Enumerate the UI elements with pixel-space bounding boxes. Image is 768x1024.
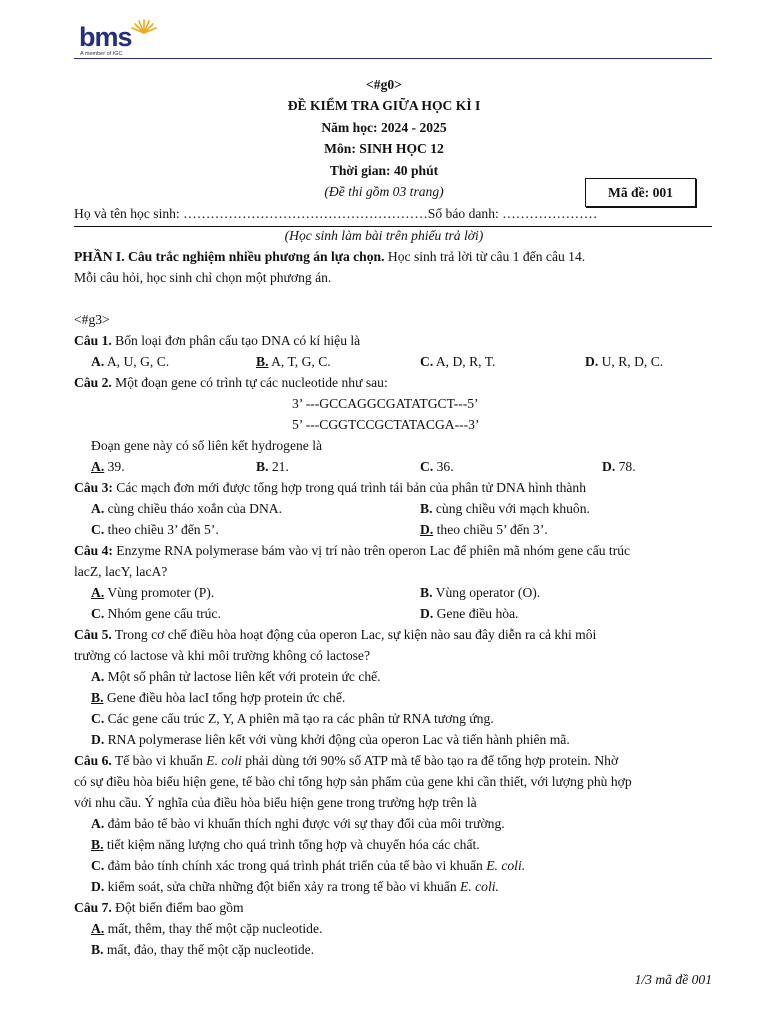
question-4 (74, 542, 630, 560)
q4-option-a (91, 584, 214, 602)
school-year: Năm học: 2024 - 2025 (321, 120, 447, 135)
subject: Môn: SINH HỌC 12 (324, 141, 444, 156)
option-text: 36. (433, 459, 454, 474)
q2-text-2: Đoạn gene này có số liên kết hydrogene là (91, 438, 323, 453)
option-text: Các gene cấu trúc Z, Y, A phiên mã tạo ra các phân tử RNA tương ứng. (104, 711, 494, 726)
question-7 (74, 899, 244, 917)
q7-option-b (91, 941, 314, 959)
option-letter: B. (420, 585, 433, 600)
q5-text-2: trường có lactose và khi môi trường không có lactose? (74, 648, 371, 663)
option-letter: D. (585, 354, 599, 369)
species-name: E. coli. (460, 879, 499, 894)
option-letter: C. (420, 354, 434, 369)
option-letter: A. (91, 585, 105, 600)
option-letter: C. (420, 459, 434, 474)
exam-code-box: Mã đề: 001 (585, 178, 696, 207)
question-3 (74, 479, 586, 497)
question-text: Đột biến điểm bao gồm (111, 900, 244, 915)
option-letter: D. (420, 606, 434, 621)
question-text: Enzyme RNA polymerase bám vào vị trí nào trên operon Lac để phiên mã nhóm gene cấu trúc (112, 543, 631, 558)
option-text: đảm bảo tế bào vi khuẩn thích nghi được với sự thay đổi của môi trường. (104, 816, 505, 831)
option-text: Một số phân tử lactose liên kết với protein ức chế. (104, 669, 381, 684)
q5-option-b (91, 689, 345, 707)
question-text: Tế bào vi khuẩn (111, 753, 207, 768)
option-text: Gene điều hòa lacI tổng hợp protein ức chế. (103, 690, 346, 705)
option-text: RNA polymerase liên kết với vùng khởi động của operon Lac và tiến hành phiên mã. (104, 732, 570, 747)
q2-sequence-1: 3’ ---GCCAGGCGATATGCT---5’ (292, 396, 479, 411)
option-text: cùng chiều với mạch khuôn. (432, 501, 590, 516)
question-label: Câu 4: (74, 543, 113, 558)
option-letter: A. (91, 669, 105, 684)
q4-text-2: lacZ, lacY, lacA? (74, 564, 168, 579)
q1-option-c (420, 353, 495, 371)
option-text: A, D, R, T. (433, 354, 496, 369)
part1-heading (74, 248, 585, 266)
q5-option-d (91, 731, 570, 749)
q7-option-a (91, 920, 322, 938)
question-label: Câu 7. (74, 900, 112, 915)
question-text: Một đoạn gene có trình tự các nucleotide như sau: (111, 375, 388, 390)
option-text: Gene điều hòa. (433, 606, 519, 621)
q5-option-c (91, 710, 494, 728)
option-text: đảm bảo tính chính xác trong quá trình phát triển của tế bào vi khuẩn (104, 858, 487, 873)
part1-title: PHẦN I. Câu trắc nghiệm nhiều phương án lựa chọn. (74, 249, 385, 264)
page-count-note: (Đề thi gồm 03 trang) (324, 184, 444, 199)
option-text: tiết kiệm năng lượng cho quá trình tổng hợp và chuyển hóa các chất. (103, 837, 480, 852)
species-name: E. coli. (486, 858, 526, 873)
option-letter: B. (91, 942, 104, 957)
option-letter: B. (91, 690, 104, 705)
exam-duration: Thời gian: 40 phút (329, 163, 439, 178)
option-letter: A. (91, 459, 105, 474)
q2-option-a (91, 458, 125, 476)
q4-option-b (420, 584, 540, 602)
sunburst-icon (131, 18, 157, 34)
question-2 (74, 374, 388, 392)
option-text: U, R, D, C. (598, 354, 664, 369)
question-text: Trong cơ chế điều hòa hoạt động của operon Lac, sự kiện nào sau đây diễn ra cả khi môi (111, 627, 597, 642)
option-text: 39. (104, 459, 125, 474)
option-letter: B. (256, 459, 269, 474)
q3-option-a (91, 500, 282, 518)
answer-sheet-instruction: (Học sinh làm bài trên phiếu trả lời) (284, 228, 484, 243)
q1-option-b (256, 353, 331, 371)
header-divider (74, 58, 712, 59)
option-text: A, U, G, C. (104, 354, 170, 369)
q6-option-c (91, 857, 525, 875)
question-text-cont: phải dùng tới 90% số ATP mà tế bào tạo ra để tổng hợp protein. Nhờ (241, 753, 619, 768)
part1-text: Học sinh trả lời từ câu 1 đến câu 14. (384, 249, 586, 264)
q6-text-2: có sự điều hòa biểu hiện gene, tế bào chỉ tổng hợp sản phẩm của gene khi cần thiết, với lượng phù hợp (74, 774, 632, 789)
option-letter: D. (420, 522, 434, 537)
question-label: Câu 3: (74, 480, 113, 495)
option-letter: D. (91, 879, 105, 894)
q5-option-a (91, 668, 381, 686)
q3-option-c (91, 521, 219, 539)
option-text: Vùng promoter (P). (104, 585, 215, 600)
group-tag-g0: <#g0> (366, 77, 402, 92)
option-letter: C. (91, 522, 105, 537)
option-letter: A. (91, 501, 105, 516)
exam-title: ĐỀ KIỂM TRA GIỮA HỌC KÌ I (287, 98, 481, 113)
q4-option-c (91, 605, 221, 623)
q6-option-a (91, 815, 505, 833)
option-letter: D. (602, 459, 616, 474)
question-text: Các mạch đơn mới được tổng hợp trong quá trình tái bản của phân tử DNA hình thành (112, 480, 587, 495)
question-text: Bốn loại đơn phân cấu tạo DNA có kí hiệu là (111, 333, 361, 348)
option-text: theo chiều 3’ đến 5’. (104, 522, 219, 537)
option-letter: B. (420, 501, 433, 516)
question-6 (74, 752, 618, 770)
q6-option-d (91, 878, 499, 896)
q3-option-d (420, 521, 548, 539)
option-text: Nhóm gene cấu trúc. (104, 606, 221, 621)
bms-logo (79, 18, 169, 62)
logo-subtitle: A member of IGC (80, 51, 123, 57)
option-text: A, T, G, C. (268, 354, 331, 369)
option-letter: A. (91, 921, 105, 936)
q6-text-3: với nhu cầu. Ý nghĩa của điều hòa biểu hiện gene trong trường hợp trên là (74, 795, 477, 810)
page-footer: 1/3 mã đề 001 (634, 972, 712, 987)
option-text: 78. (615, 459, 636, 474)
question-5 (74, 626, 596, 644)
question-label: Câu 1. (74, 333, 112, 348)
option-text: mất, đảo, thay thế một cặp nucleotide. (103, 942, 315, 957)
q2-option-d (602, 458, 636, 476)
option-text: cùng chiều tháo xoắn của DNA. (104, 501, 283, 516)
student-info-line: Họ và tên học sinh: ………………………………………………Số báo danh: ………………… (74, 206, 598, 221)
option-letter: B. (256, 354, 269, 369)
option-text: theo chiều 5’ đến 3’. (433, 522, 548, 537)
q2-sequence-2: 5’ ---CGGTCCGCTATACGA---3’ (292, 417, 480, 432)
option-letter: B. (91, 837, 104, 852)
species-name: E. coli (206, 753, 242, 768)
option-letter: C. (91, 858, 105, 873)
question-label: Câu 5. (74, 627, 112, 642)
q1-option-d (585, 353, 663, 371)
option-text: Vùng operator (O). (432, 585, 541, 600)
q1-option-a (91, 353, 169, 371)
option-letter: D. (91, 732, 105, 747)
part1-text-2: Mỗi câu hỏi, học sinh chỉ chọn một phương án. (74, 270, 332, 285)
logo-text: bms (79, 22, 132, 52)
q3-option-b (420, 500, 590, 518)
option-letter: C. (91, 606, 105, 621)
q6-option-b (91, 836, 480, 854)
question-label: Câu 2. (74, 375, 112, 390)
q2-option-b (256, 458, 289, 476)
option-text: kiểm soát, sửa chữa những đột biến xảy ra trong tế bào vi khuẩn (104, 879, 461, 894)
q4-option-d (420, 605, 519, 623)
option-letter: A. (91, 354, 105, 369)
option-text: mất, thêm, thay thế một cặp nucleotide. (104, 921, 323, 936)
q2-option-c (420, 458, 454, 476)
group-tag-g3: <#g3> (74, 312, 110, 327)
option-letter: A. (91, 816, 105, 831)
option-text: 21. (268, 459, 289, 474)
question-1 (74, 332, 360, 350)
question-label: Câu 6. (74, 753, 112, 768)
option-letter: C. (91, 711, 105, 726)
